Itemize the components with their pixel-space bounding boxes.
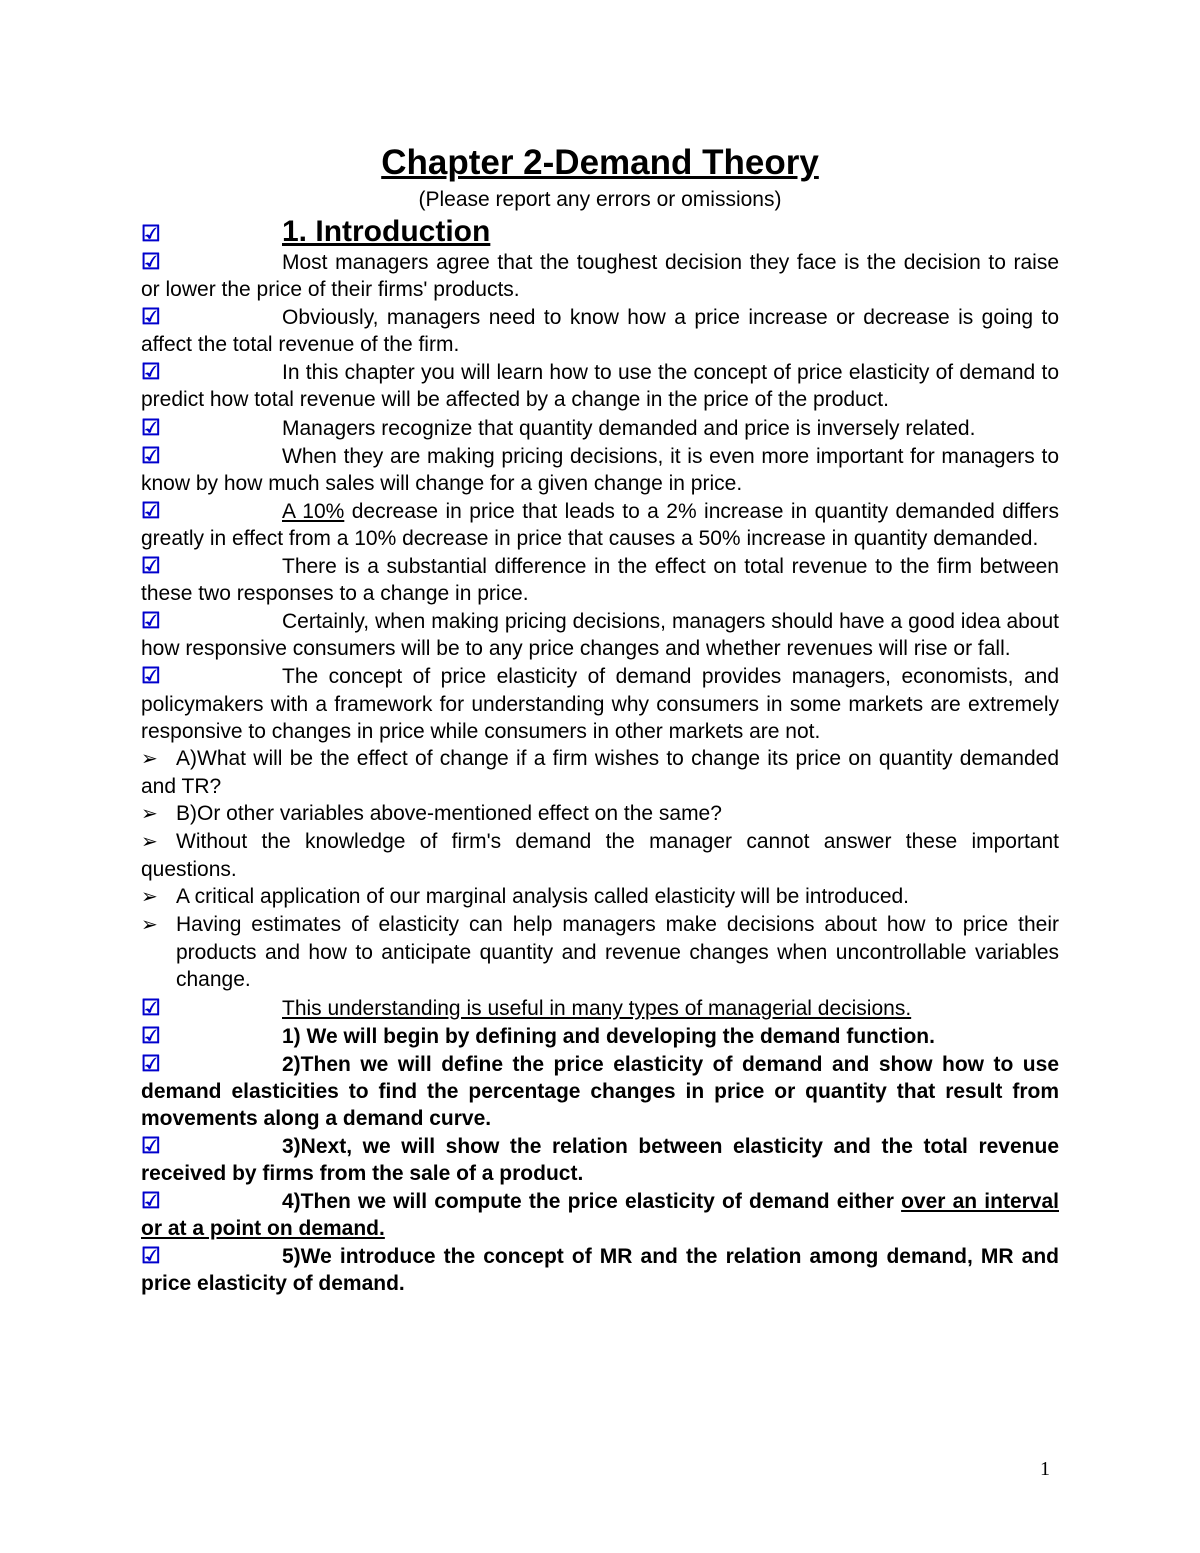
checkbox-icon: ☑: [141, 608, 161, 634]
checkbox-icon: ☑: [141, 249, 161, 274]
arrow-text: Without the knowledge of firm's demand the manager cannot answer these important questions.: [141, 829, 1059, 882]
bullet-text: Obviously, managers need to know how a price increase or decrease is going to affect the total revenue of the firm.: [141, 306, 1059, 357]
underlined-text: This understanding is useful in many types of managerial decisions.: [282, 996, 912, 1020]
arrow-bullet-icon: ➢: [141, 802, 158, 825]
step-paragraph: [141, 1022, 1059, 1050]
bullet-text: There is a substantial difference in the effect on total revenue to the firm between these two responses to a change in price.: [141, 555, 1059, 606]
bullet-text: Most managers agree that the toughest decision they face is the decision to raise or lower the price of their firms' products.: [141, 251, 1059, 302]
bullet-text: Managers recognize that quantity demanded and price is inversely related.: [282, 416, 976, 440]
step-text: 1) We will begin by defining and developing the demand function.: [282, 1024, 935, 1048]
checkbox-icon: ☑: [141, 1133, 161, 1158]
step-text: 2)Then we will define the price elasticity of demand and show how to use demand elasticities to find the percentage changes in price or quantity that result from movements along a demand curve.: [141, 1052, 1059, 1130]
checkbox-icon: ☑: [141, 663, 161, 689]
bullet-paragraph: [141, 994, 1059, 1022]
checkbox-icon: ☑: [141, 221, 161, 246]
checkbox-icon: ☑: [141, 1188, 161, 1214]
arrow-text: A critical application of our marginal analysis called elasticity will be introduced.: [176, 885, 910, 909]
arrow-bullet-icon: ➢: [141, 914, 158, 937]
bullet-text: When they are making pricing decisions, it is even more important for managers to know by how much sales will change for a given change in price.: [141, 444, 1059, 495]
arrow-paragraph: [141, 828, 1059, 883]
page-content: [141, 141, 1059, 1298]
bullet-text: The concept of price elasticity of demand provides managers, economists, and policymakers with a framework for understanding why consumers in some markets are extremely responsive to changes in price while consumers in other markets are not.: [141, 665, 1059, 743]
page-number: 1: [1040, 1458, 1050, 1480]
arrow-text: A)What will be the effect of change if a firm wishes to change its price on quantity demanded and TR?: [141, 746, 1059, 798]
checkbox-icon: ☑: [141, 442, 161, 468]
arrow-bullet-icon: ➢: [141, 886, 158, 909]
arrow-bullet-icon: ➢: [141, 747, 158, 770]
checkbox-icon: ☑: [141, 414, 161, 440]
bullet-paragraph: [141, 358, 1059, 413]
checkbox-icon: ☑: [141, 994, 161, 1020]
checkbox-icon: ☑: [141, 1022, 161, 1048]
bullet-paragraph: [141, 662, 1059, 744]
arrow-paragraph: [141, 883, 1059, 911]
page-title: Chapter 2-Demand Theory: [381, 143, 819, 182]
checkbox-icon: ☑: [141, 1050, 161, 1076]
step-paragraph: [141, 1187, 1059, 1242]
bullet-paragraph: [141, 414, 1059, 442]
section-heading: 1. Introduction: [282, 215, 491, 248]
bullet-paragraph: [141, 442, 1059, 497]
bullet-paragraph: [141, 607, 1059, 662]
arrow-text: B)Or other variables above-mentioned effect on the same?: [176, 801, 722, 825]
bullet-paragraph: [141, 552, 1059, 607]
arrow-text: Having estimates of elasticity can help managers make decisions about how to price their products and how to anticipate quantity and revenue changes when uncontrollable variables change.: [176, 913, 1059, 992]
bullet-paragraph: [141, 497, 1059, 552]
step-text: 5)We introduce the concept of MR and the relation among demand, MR and price elasticity of demand.: [141, 1245, 1059, 1296]
checkbox-icon: ☑: [141, 359, 161, 385]
underlined-text: over an interval or at a point on demand.: [141, 1190, 1059, 1241]
checkbox-icon: ☑: [141, 1243, 161, 1269]
bullet-text: decrease in price that leads to a 2% increase in quantity demanded differs greatly in effect from a 10% decrease in price that causes a 50% increase in quantity demanded.: [141, 499, 1059, 550]
bullet-paragraph: [141, 303, 1059, 358]
step-text: 4)Then we will compute the price elasticity of demand either: [282, 1190, 902, 1214]
checkbox-icon: ☑: [141, 304, 161, 330]
checkbox-icon: ☑: [141, 497, 161, 523]
bullet-paragraph: [141, 248, 1059, 303]
arrow-paragraph: [141, 745, 1059, 800]
step-paragraph: [141, 1050, 1059, 1132]
step-text: 3)Next, we will show the relation between elasticity and the total revenue received by firms from the sale of a product.: [141, 1135, 1059, 1186]
bullet-text: In this chapter you will learn how to use the concept of price elasticity of demand to predict how total revenue will be affected by a change in the price of the product.: [141, 361, 1059, 412]
arrow-paragraph: [141, 911, 1059, 993]
checkbox-icon: ☑: [141, 553, 161, 579]
arrow-paragraph: [141, 800, 1059, 828]
underlined-text: A 10%: [282, 499, 345, 523]
step-paragraph: [141, 1132, 1059, 1187]
page-subtitle: (Please report any errors or omissions): [418, 188, 782, 211]
bullet-text: Certainly, when making pricing decisions, managers should have a good idea about how responsive consumers will be to any price changes and whether revenues will rise or fall.: [141, 610, 1059, 661]
section-heading-row: [141, 215, 1059, 248]
arrow-bullet-icon: ➢: [141, 830, 158, 853]
step-paragraph: [141, 1242, 1059, 1297]
